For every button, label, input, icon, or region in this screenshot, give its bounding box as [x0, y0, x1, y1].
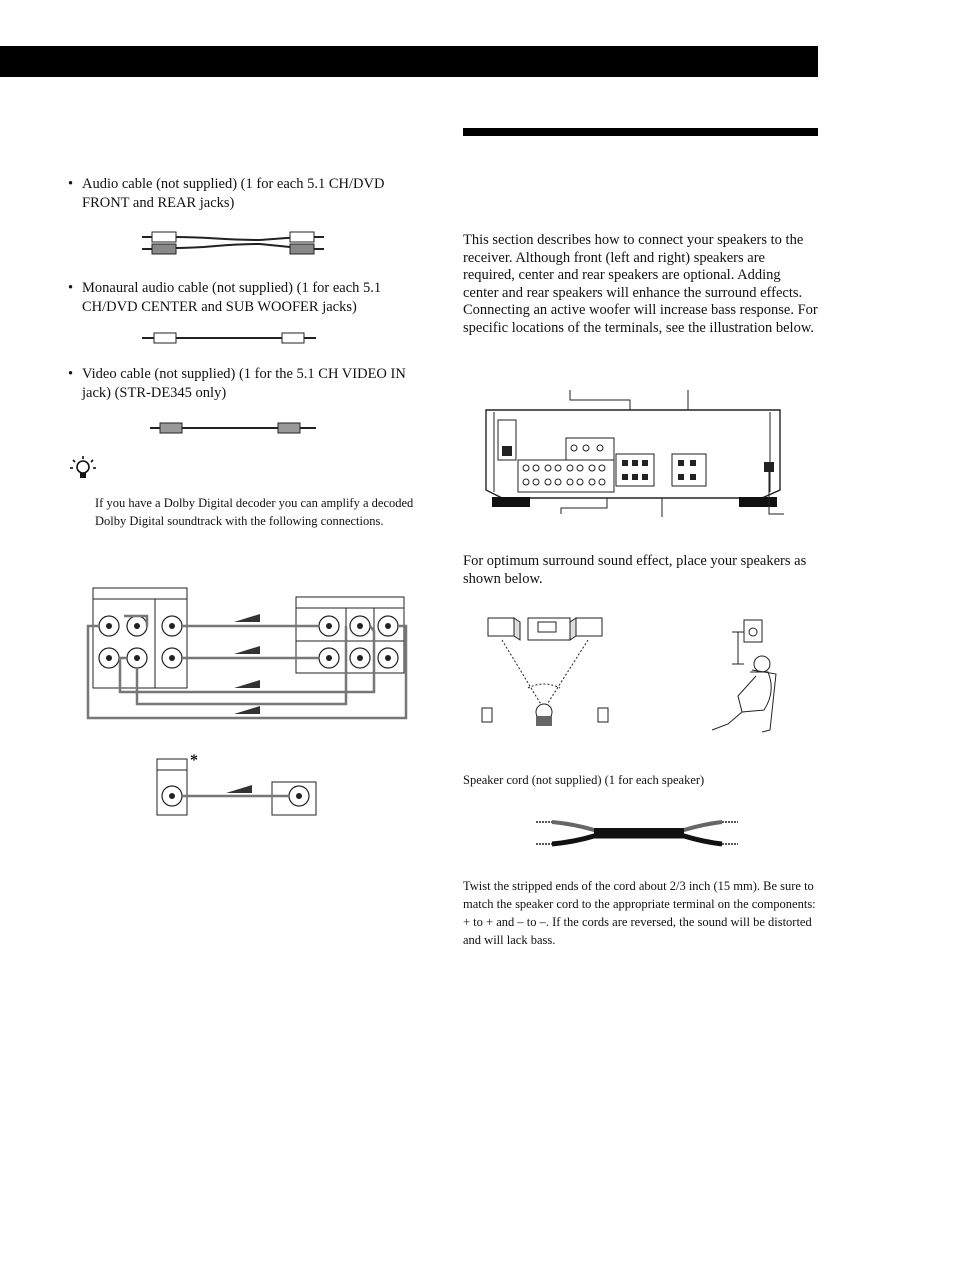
receiver-rear-panel-illustration — [482, 390, 792, 522]
speaker-cord-label: Speaker cord (not supplied) (1 for each speaker) — [463, 773, 705, 787]
mono-audio-cable-illustration — [140, 328, 320, 348]
bullet: • — [68, 280, 74, 296]
cable-item-text: Monaural audio cable (not supplied) (1 for each 5.1 CH/DVD CENTER and SUB WOOFER jacks) — [82, 280, 382, 315]
speaker-placement-illustration — [480, 612, 780, 738]
intro-paragraph: This section describes how to connect your speakers to the receiver. Although front (left and right) speakers are required, center and rear speakers are optional. Adding center and rear speakers will enhance the surround effects. Connecting an active woofer will increase bass response. For specific locations of the terminals, see the illustration below. — [463, 232, 818, 336]
lightbulb-icon — [70, 456, 96, 482]
twist-instructions: Twist the stripped ends of the cord about 2/3 inch (15 mm). Be sure to match the speaker cord to the appropriate terminal on the components: + to + and – to –. If the cords are reversed, the sound will be distorted and will lack bass. — [463, 879, 816, 947]
cable-item-monaural — [68, 279, 418, 317]
cable-item-text: Audio cable (not supplied) (1 for each 5.1 CH/DVD FRONT and REAR jacks) — [82, 176, 385, 211]
bullet: • — [68, 176, 74, 192]
cable-item-text: Video cable (not supplied) (1 for the 5.1 CH VIDEO IN jack) (STR-DE345 only) — [82, 366, 406, 401]
stereo-audio-cable-illustration — [140, 228, 330, 258]
video-cable-illustration — [148, 418, 323, 438]
tip-text: If you have a Dolby Digital decoder you can amplify a decoded Dolby Digital soundtrack with the following connections. — [95, 496, 414, 528]
cable-item-audio — [68, 175, 418, 213]
cable-item-video — [68, 365, 418, 403]
dolby-decoder-connection-diagram — [84, 586, 414, 726]
placement-paragraph: For optimum surround sound effect, place your speakers as shown below. — [463, 553, 807, 587]
video-connection-diagram — [154, 756, 324, 818]
speaker-cord-illustration — [534, 812, 740, 854]
bullet: • — [68, 366, 74, 382]
header-bar — [0, 46, 818, 77]
asterisk-mark: * — [190, 752, 198, 769]
section-rule — [463, 128, 818, 136]
